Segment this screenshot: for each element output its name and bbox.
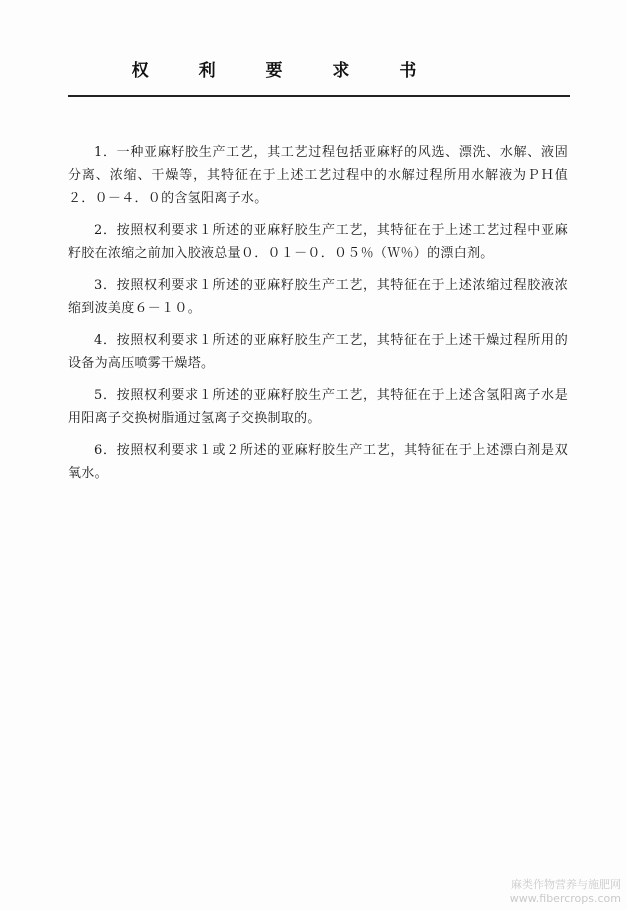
document-title: 权 利 要 求 书 bbox=[131, 61, 439, 81]
watermark-site-url: www.fibercrops.com bbox=[509, 892, 621, 905]
claim-6: 6．按照权利要求１或２所述的亚麻籽胶生产工艺，其特征在于上述漂白剂是双氧水。 bbox=[68, 443, 568, 481]
claim-2: 2．按照权利要求１所述的亚麻籽胶生产工艺，其特征在于上述工艺过程中亚麻籽胶在浓缩之前加入胶液总量０．０１－０．０５％（Ｗ％）的漂白剂。 bbox=[68, 223, 568, 261]
claim-5: 5．按照权利要求１所述的亚麻籽胶生产工艺，其特征在于上述含氢阳离子水是用阳离子交换树脂通过氢离子交换制取的。 bbox=[68, 388, 568, 426]
watermark-site-name: 麻类作物营养与施肥网 bbox=[511, 878, 621, 891]
title-divider bbox=[68, 95, 570, 97]
claims-list bbox=[68, 141, 568, 494]
claim-4: 4．按照权利要求１所述的亚麻籽胶生产工艺，其特征在于上述干燥过程所用的设备为高压喷雾干燥塔。 bbox=[68, 333, 568, 371]
site-watermark bbox=[510, 878, 621, 906]
claim-3: 3．按照权利要求１所述的亚麻籽胶生产工艺，其特征在于上述浓缩过程胶液浓缩到波美度６－１０。 bbox=[68, 278, 568, 316]
claim-1: 1．一种亚麻籽胶生产工艺，其工艺过程包括亚麻籽的风选、漂洗、水解、液固分离、浓缩、干燥等，其特征在于上述工艺过程中的水解过程所用水解液为ＰＨ值２．０－４．０的含氢阳离子水。 bbox=[68, 145, 568, 206]
